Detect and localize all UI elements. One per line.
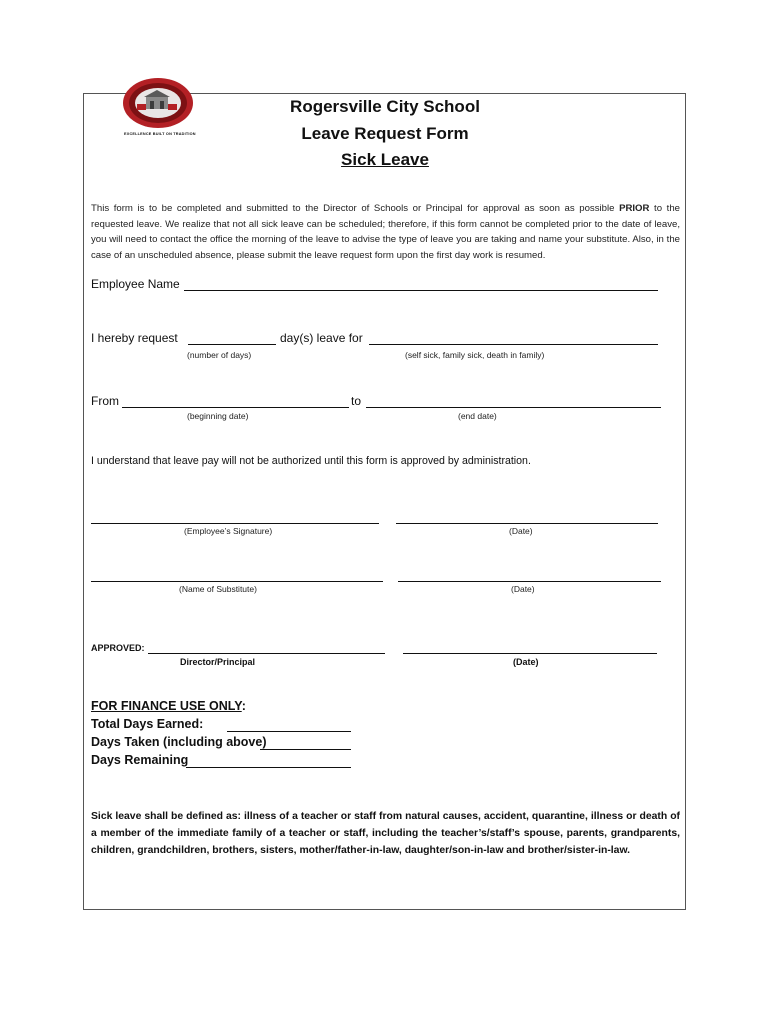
request-prefix: I hereby request	[91, 331, 178, 345]
finance-heading	[91, 699, 246, 713]
intro-text-1: This form is to be completed and submitted to the Director of Schools or Principal for approval as soon as possible	[91, 203, 620, 214]
employee-signature-line[interactable]	[91, 523, 379, 524]
intro-paragraph	[91, 201, 680, 263]
approved-signature-line[interactable]	[148, 653, 385, 654]
total-days-earned-line[interactable]	[227, 731, 351, 732]
leave-reason-line[interactable]	[369, 344, 658, 345]
total-days-earned-label: Total Days Earned:	[91, 717, 204, 731]
employee-name-line[interactable]	[184, 290, 658, 291]
date-line-3[interactable]	[403, 653, 657, 654]
finance-heading-text: FOR FINANCE USE ONLY	[91, 699, 242, 713]
date-line-2[interactable]	[398, 581, 661, 582]
end-date-hint: (end date)	[458, 411, 497, 421]
date-label-1: (Date)	[509, 526, 533, 536]
director-label: Director/Principal	[180, 657, 256, 667]
school-name: Rogersville City School	[290, 97, 480, 116]
beginning-date-line[interactable]	[122, 407, 349, 408]
days-remaining-label: Days Remaining	[91, 753, 189, 767]
beginning-date-hint: (beginning date)	[187, 411, 249, 421]
date-label-3: (Date)	[513, 657, 539, 667]
leave-reason-hint: (self sick, family sick, death in family)	[405, 350, 545, 360]
to-label: to	[351, 394, 362, 408]
employee-name-label: Employee Name	[91, 277, 180, 291]
date-label-2: (Date)	[511, 584, 535, 594]
end-date-line[interactable]	[366, 407, 661, 408]
sick-leave-definition: Sick leave shall be defined as: illness of a teacher or staff from natural causes, accident, quarantine, illness or death of a member of the immediate family of a teacher or staff, including the teacher’s/staff’s spouse, parents, grandparents, children, grandchildren, brothers, sisters, mother/father-in-law, daughter/son-in-law and brother/sister-in-law.	[91, 811, 680, 856]
days-taken-line[interactable]	[260, 749, 351, 750]
from-label: From	[91, 394, 119, 408]
intro-text-2: to the requested leave. We realize that not all sick leave can be scheduled; therefore, if this form cannot be completed prior to the date of leave, you will need to contact the office the morning of the leave to advise the type of leave you are taking and name your substitute. Also, in the case of an unscheduled absence, please submit the leave request form upon the first day work is resumed.	[91, 203, 680, 261]
request-days-label: day(s) leave for	[280, 331, 363, 345]
logo-tagline: EXCELLENCE BUILT ON TRADITION	[124, 132, 196, 136]
date-line-1[interactable]	[396, 523, 658, 524]
employee-signature-label: (Employee’s Signature)	[184, 526, 273, 536]
days-taken-label: Days Taken (including above)	[91, 735, 267, 749]
approved-label: APPROVED:	[91, 643, 145, 653]
form-title: Leave Request Form	[301, 124, 469, 143]
finance-heading-colon: :	[241, 699, 246, 713]
number-of-days-line[interactable]	[188, 344, 276, 345]
acknowledgement-text: I understand that leave pay will not be authorized until this form is approved by administration.	[91, 455, 531, 467]
days-remaining-line[interactable]	[186, 767, 351, 768]
substitute-name-label: (Name of Substitute)	[179, 584, 257, 594]
intro-prior: PRIOR	[619, 203, 650, 214]
number-of-days-hint: (number of days)	[187, 350, 252, 360]
leave-type-title: Sick Leave	[341, 150, 429, 169]
substitute-name-line[interactable]	[91, 581, 383, 582]
